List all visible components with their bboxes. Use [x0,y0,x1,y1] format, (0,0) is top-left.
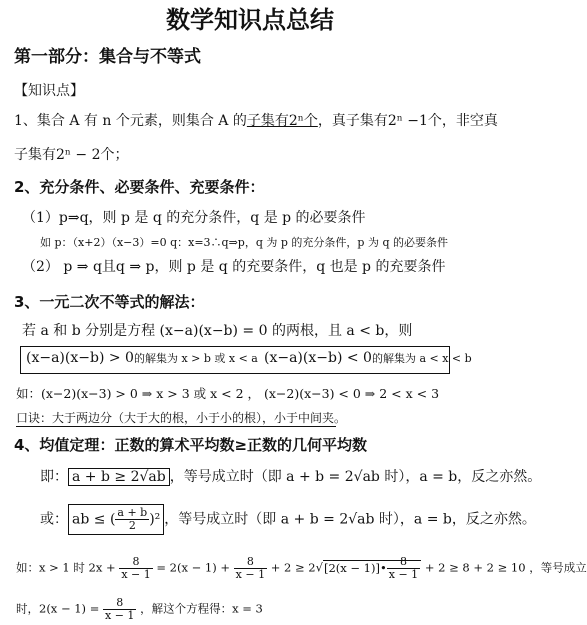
section-1-prefix: 1、集合 A 有 n 个元素，则集合 A 的 [14,113,247,129]
example-mid-2: + 2 ≥ 2 [270,560,316,575]
example-2-lead: 时，2(x − 1) = [16,601,100,616]
example-fraction-4-den: x − 1 [105,609,135,622]
example-fraction-1-num: 8 [119,556,152,569]
section-3-example: 如：(x−2)(x−3) > 0 ⇒ x > 3 或 x < 2 ， (x−2)(x−3) < 0 ⇒ 2 < x < 3 [16,386,440,401]
amgm-fraction-denominator: 2 [128,519,136,532]
amgm-line-1 [40,466,541,486]
amgm-fraction [115,507,149,532]
example-mid-1: = 2(x − 1) + [156,560,231,575]
rule-2-text: 的解集为 a < x < b [371,352,472,365]
section-2-example: 如 p：（x+2）（x−3）=0 q：x=3∴q⇒p，q 为 p 的充分条件，p 为 q 的必要条件 [40,236,448,249]
section-4-heading: 4、均值定理：正数的算术平均数≥正数的几何平均数 [14,436,368,454]
amgm-fraction-numerator: a + b [117,506,148,519]
amgm-line-2-tail: ，等号成立时（即 a + b = 2√ab 时），a = b，反之亦然。 [164,511,536,528]
rule-1-expr: (x−a)(x−b) > 0 [26,350,134,366]
section-1-proper: ，真子集有2ⁿ −1个，非空真 [317,113,498,129]
amgm-box-2 [68,504,164,535]
example-2-tail: ，解这个方程得：x = 3 [140,601,263,616]
example-fraction-1 [119,556,152,581]
section-3-intro: 若 a 和 b 分别是方程 (x−a)(x−b) = 0 的两根，且 a < b，则 [22,323,413,339]
amgm-example-line-2 [16,597,263,622]
page-title: 数学知识点总结 [166,5,334,34]
example-fraction-2-num: 8 [234,556,267,569]
example-lead: 如：x > 1 时 2x + [16,560,116,575]
section-3-mnemonic: 口诀：大于两边分（大于大的根，小于小的根），小于中间夹。 [16,411,347,425]
amgm-line-2 [40,504,536,535]
example-sqrt-body: [2(x − 1)]• [323,560,387,575]
example-fraction-3-num: 8 [387,556,420,569]
section-2-item-2: （2） p ⇒ q且q ⇒ p，则 p 是 q 的充要条件，q 也是 p 的充要条件 [22,259,446,275]
mnemonic-underline [16,426,336,427]
amgm-box-1: a + b ≥ 2√ab [68,468,170,486]
amgm-line-2-lead: 或： [40,511,68,528]
example-fraction-4 [103,597,136,622]
section-2-item-1: （1）p⇒q，则 p 是 q 的充分条件，q 是 p 的必要条件 [22,210,366,226]
section-1-line-1 [14,110,498,130]
example-fraction-2 [234,556,267,581]
amgm-example-line-1 [16,556,587,581]
section-1-subsets: 子集有2ⁿ个 [246,113,318,129]
part-heading: 第一部分：集合与不等式 [14,47,201,67]
section-1-line-2: 子集有2ⁿ − 2个； [14,147,129,163]
sqrt-sign: √ [315,560,323,575]
rule-1 [26,350,258,366]
knowledge-tag: 【知识点】 [14,83,84,99]
section-3-heading: 3、一元二次不等式的解法： [14,293,205,311]
rule-2 [264,350,472,366]
rule-2-expr: (x−a)(x−b) < 0 [264,350,372,366]
example-tail: + 2 ≥ 8 + 2 ≥ 10 ，等号成立 [424,560,587,575]
amgm-box-2-right: )² [149,511,161,528]
amgm-box-2-left: ab ≤ ( [72,511,116,528]
example-fraction-3 [387,556,420,581]
rule-1-text: 的解集为 x > b 或 x < a [133,352,258,365]
example-sqrt [323,555,421,581]
example-fraction-1-den: x − 1 [121,568,151,581]
example-fraction-2-den: x − 1 [235,568,266,581]
example-fraction-3-den: x − 1 [388,568,419,581]
example-fraction-4-num: 8 [103,597,136,610]
amgm-line-1-lead: 即： [40,469,68,485]
amgm-line-1-tail: ，等号成立时（即 a + b = 2√ab 时），a = b，反之亦然。 [169,469,542,485]
section-2-heading: 2、充分条件、必要条件、充要条件： [14,178,265,196]
